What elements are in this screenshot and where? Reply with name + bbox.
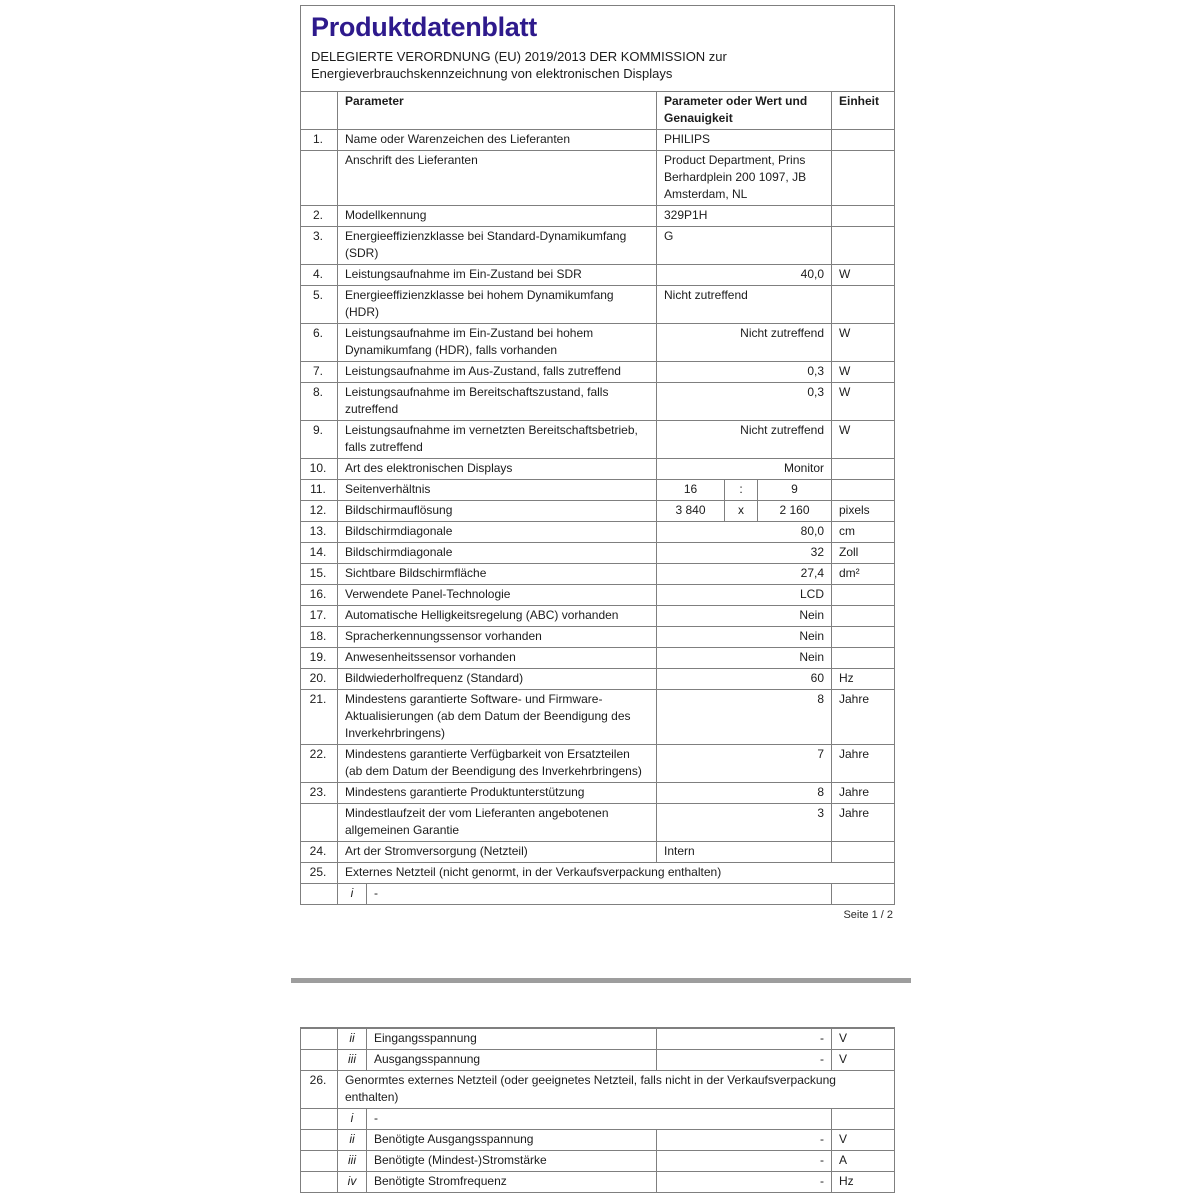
row-number — [301, 804, 338, 841]
row-number: 20. — [301, 669, 338, 689]
row-number: 4. — [301, 265, 338, 285]
table-header-row — [301, 91, 894, 129]
table-row — [301, 862, 894, 883]
row-number: 11. — [301, 480, 338, 500]
parameter-label: Spracherkennungssensor vorhanden — [338, 627, 657, 647]
value-right: 9 — [758, 480, 832, 500]
unit-label — [832, 206, 894, 226]
parameter-value: Nein — [657, 648, 832, 668]
roman-index: i — [338, 1109, 367, 1129]
parameter-label: Leistungsaufnahme im Ein-Zustand bei hohem Dynamikumfang (HDR), falls vorhanden — [338, 324, 657, 361]
parameter-value: 7 — [657, 745, 832, 782]
datasheet-page-1 — [300, 5, 895, 922]
roman-index: i — [338, 884, 367, 904]
table-body-page-1 — [301, 129, 894, 904]
parameter-value: G — [657, 227, 832, 264]
roman-index: iii — [338, 1050, 367, 1070]
parameter-value: 0,3 — [657, 383, 832, 420]
row-number — [301, 151, 338, 205]
parameter-label: Energieeffizienzklasse bei hohem Dynamikumfang (HDR) — [338, 286, 657, 323]
roman-index: ii — [338, 1029, 367, 1049]
table-row — [301, 803, 894, 841]
unit-label — [832, 130, 894, 150]
unit-label — [832, 627, 894, 647]
parameter-label: Mindestens garantierte Software- und Firmware-Aktualisierungen (ab dem Datum der Beendigung des Inverkehrbringens) — [338, 690, 657, 744]
unit-label — [832, 151, 894, 205]
spanning-label: Genormtes externes Netzteil (oder geeignetes Netzteil, falls nicht in der Verkaufsverpackung enthalten) — [345, 1073, 836, 1104]
parameter-value: LCD — [657, 585, 832, 605]
unit-label: A — [839, 1153, 848, 1167]
parameter-label: Sichtbare Bildschirmfläche — [338, 564, 657, 584]
row-number: 15. — [301, 564, 338, 584]
value-right: 2 160 — [758, 501, 832, 521]
row-number — [301, 1109, 338, 1129]
unit-label — [832, 1109, 894, 1129]
title-block — [301, 6, 894, 91]
parameter-value: 40,0 — [657, 265, 832, 285]
table-row — [301, 458, 894, 479]
unit-label — [832, 585, 894, 605]
parameter-value: Nicht zutreffend — [657, 324, 832, 361]
parameter-label: Bildschirmauflösung — [338, 501, 657, 521]
table-row — [301, 584, 894, 605]
row-number — [301, 1050, 338, 1070]
parameter-label: Mindestens garantierte Verfügbarkeit von Ersatzteilen (ab dem Datum der Beendigung des Inverkehrbringens) — [338, 745, 657, 782]
row-number: 6. — [301, 324, 338, 361]
unit-label: W — [839, 385, 851, 399]
table-row — [301, 883, 894, 904]
parameter-value: PHILIPS — [657, 130, 832, 150]
table-row — [301, 285, 894, 323]
unit-label: pixels — [839, 503, 870, 517]
row-number: 3. — [301, 227, 338, 264]
unit-label: Hz — [839, 1174, 854, 1188]
row-number: 18. — [301, 627, 338, 647]
unit-label — [832, 227, 894, 264]
dash-value: - — [367, 884, 832, 904]
parameter-label: Benötigte Stromfrequenz — [367, 1172, 657, 1192]
row-number: 8. — [301, 383, 338, 420]
unit-label: Jahre — [839, 785, 870, 799]
table-row — [301, 1129, 894, 1150]
parameter-label: Eingangsspannung — [367, 1029, 657, 1049]
table-row — [301, 420, 894, 458]
row-number: 5. — [301, 286, 338, 323]
table-row — [301, 1028, 894, 1049]
row-number — [301, 1151, 338, 1171]
parameter-value: - — [657, 1130, 832, 1150]
parameter-value: 60 — [657, 669, 832, 689]
parameter-label: Benötigte Ausgangsspannung — [367, 1130, 657, 1150]
table-row — [301, 521, 894, 542]
parameter-value: Nicht zutreffend — [657, 421, 832, 458]
table-row — [301, 542, 894, 563]
row-number: 22. — [301, 745, 338, 782]
row-number: 26. — [301, 1071, 338, 1108]
row-number: 24. — [301, 842, 338, 862]
table-row — [301, 689, 894, 744]
header-num-cell — [301, 92, 338, 129]
unit-label: V — [839, 1031, 848, 1045]
table-row — [301, 647, 894, 668]
header-value-cell: Parameter oder Wert und Genauigkeit — [657, 92, 832, 129]
table-row — [301, 841, 894, 862]
parameter-label: Mindestens garantierte Produktunterstützung — [338, 783, 657, 803]
roman-index: iv — [338, 1172, 367, 1192]
parameter-label: Art des elektronischen Displays — [338, 459, 657, 479]
table-row — [301, 1070, 894, 1108]
parameter-label: Bildwiederholfrequenz (Standard) — [338, 669, 657, 689]
parameter-value: Nicht zutreffend — [657, 286, 832, 323]
parameter-value: 8 — [657, 690, 832, 744]
parameter-label: Verwendete Panel-Technologie — [338, 585, 657, 605]
row-number: 9. — [301, 421, 338, 458]
row-number: 1. — [301, 130, 338, 150]
parameter-value: 27,4 — [657, 564, 832, 584]
parameter-value: Nein — [657, 627, 832, 647]
parameter-value: - — [657, 1029, 832, 1049]
table-row — [301, 361, 894, 382]
table-row — [301, 205, 894, 226]
table-row — [301, 382, 894, 420]
row-number: 21. — [301, 690, 338, 744]
row-number: 2. — [301, 206, 338, 226]
row-number: 10. — [301, 459, 338, 479]
row-number — [301, 884, 338, 904]
table-row — [301, 668, 894, 689]
value-left: 16 — [657, 480, 725, 500]
page-1-sheet — [300, 5, 895, 905]
table-row — [301, 129, 894, 150]
row-number: 12. — [301, 501, 338, 521]
parameter-label: Leistungsaufnahme im Ein-Zustand bei SDR — [338, 265, 657, 285]
unit-label — [832, 286, 894, 323]
unit-label — [832, 884, 894, 904]
parameter-value: Nein — [657, 606, 832, 626]
unit-label — [832, 842, 894, 862]
table-row — [301, 744, 894, 782]
table-body-page-2 — [301, 1028, 894, 1192]
unit-label: V — [839, 1052, 848, 1066]
parameter-label: Ausgangsspannung — [367, 1050, 657, 1070]
unit-label: Zoll — [839, 545, 859, 559]
parameter-label: Name oder Warenzeichen des Lieferanten — [338, 130, 657, 150]
value-separator: x — [725, 501, 758, 521]
parameter-label: Seitenverhältnis — [338, 480, 657, 500]
page-number: Seite 1 / 2 — [843, 909, 893, 921]
parameter-label: Anwesenheitssensor vorhanden — [338, 648, 657, 668]
table-row — [301, 1049, 894, 1070]
parameter-label: Automatische Helligkeitsregelung (ABC) vorhanden — [338, 606, 657, 626]
parameter-label: Leistungsaufnahme im Aus-Zustand, falls zutreffend — [338, 362, 657, 382]
roman-index: iii — [338, 1151, 367, 1171]
row-number: 16. — [301, 585, 338, 605]
parameter-label: Leistungsaufnahme im vernetzten Bereitschaftsbetrieb, falls zutreffend — [338, 421, 657, 458]
unit-label: W — [839, 423, 851, 437]
table-row — [301, 479, 894, 500]
unit-label: W — [839, 364, 851, 378]
row-number — [301, 1029, 338, 1049]
unit-label: W — [839, 326, 851, 340]
unit-label: Jahre — [839, 747, 870, 761]
parameter-value: - — [657, 1172, 832, 1192]
row-number — [301, 1172, 338, 1192]
parameter-value: Intern — [657, 842, 832, 862]
spanning-label: Externes Netzteil (nicht genormt, in der Verkaufsverpackung enthalten) — [345, 865, 722, 879]
parameter-label: Bildschirmdiagonale — [338, 543, 657, 563]
unit-label — [832, 459, 894, 479]
unit-label: Jahre — [839, 692, 870, 706]
table-row — [301, 226, 894, 264]
parameter-label: Art der Stromversorgung (Netzteil) — [338, 842, 657, 862]
table-row — [301, 605, 894, 626]
value-separator: : — [725, 480, 758, 500]
row-number: 25. — [301, 863, 338, 883]
unit-label — [832, 480, 894, 500]
unit-label: cm — [839, 524, 855, 538]
row-number — [301, 1130, 338, 1150]
value-left: 3 840 — [657, 501, 725, 521]
parameter-value: Product Department, Prins Berhardplein 200 1097, JB Amsterdam, NL — [657, 151, 832, 205]
parameter-label: Energieeffizienzklasse bei Standard-Dynamikumfang (SDR) — [338, 227, 657, 264]
header-unit-cell: Einheit — [839, 94, 880, 108]
unit-label: dm² — [839, 566, 860, 580]
page-title: Produktdatenblatt — [311, 12, 537, 42]
roman-index: ii — [338, 1130, 367, 1150]
parameter-label: Mindestlaufzeit der vom Lieferanten angebotenen allgemeinen Garantie — [338, 804, 657, 841]
parameter-value: 0,3 — [657, 362, 832, 382]
row-number: 19. — [301, 648, 338, 668]
table-row — [301, 1150, 894, 1171]
parameter-value: - — [657, 1050, 832, 1070]
table-row — [301, 150, 894, 205]
unit-label: Jahre — [839, 806, 870, 820]
table-row — [301, 1108, 894, 1129]
parameter-value: 3 — [657, 804, 832, 841]
parameter-label: Anschrift des Lieferanten — [338, 151, 657, 205]
row-number: 14. — [301, 543, 338, 563]
parameter-value: 8 — [657, 783, 832, 803]
parameter-label: Modellkennung — [338, 206, 657, 226]
parameter-label: Leistungsaufnahme im Bereitschaftszustand, falls zutreffend — [338, 383, 657, 420]
page-2-sheet — [300, 1027, 895, 1193]
row-number: 7. — [301, 362, 338, 382]
unit-label: W — [839, 267, 851, 281]
table-row — [301, 1171, 894, 1192]
parameter-value: Monitor — [657, 459, 832, 479]
unit-label — [832, 606, 894, 626]
table-row — [301, 626, 894, 647]
table-row — [301, 323, 894, 361]
row-number: 13. — [301, 522, 338, 542]
page-subtitle: DELEGIERTE VERORDNUNG (EU) 2019/2013 DER KOMMISSION zur Energieverbrauchskennzeichnung von elektronischen Displays — [311, 49, 727, 81]
row-number: 23. — [301, 783, 338, 803]
unit-label: Hz — [839, 671, 854, 685]
table-row — [301, 782, 894, 803]
unit-label — [832, 648, 894, 668]
table-row — [301, 500, 894, 521]
unit-label: V — [839, 1132, 848, 1146]
datasheet-page-2 — [300, 1027, 895, 1193]
parameter-value: 32 — [657, 543, 832, 563]
parameter-value: - — [657, 1151, 832, 1171]
parameter-label: Benötigte (Mindest-)Stromstärke — [367, 1151, 657, 1171]
table-row — [301, 264, 894, 285]
page-break-separator — [291, 978, 911, 983]
parameter-value: 80,0 — [657, 522, 832, 542]
table-row — [301, 563, 894, 584]
dash-value: - — [367, 1109, 832, 1129]
parameter-value: 329P1H — [657, 206, 832, 226]
header-parameter-cell: Parameter — [338, 92, 657, 129]
parameter-label: Bildschirmdiagonale — [338, 522, 657, 542]
row-number: 17. — [301, 606, 338, 626]
